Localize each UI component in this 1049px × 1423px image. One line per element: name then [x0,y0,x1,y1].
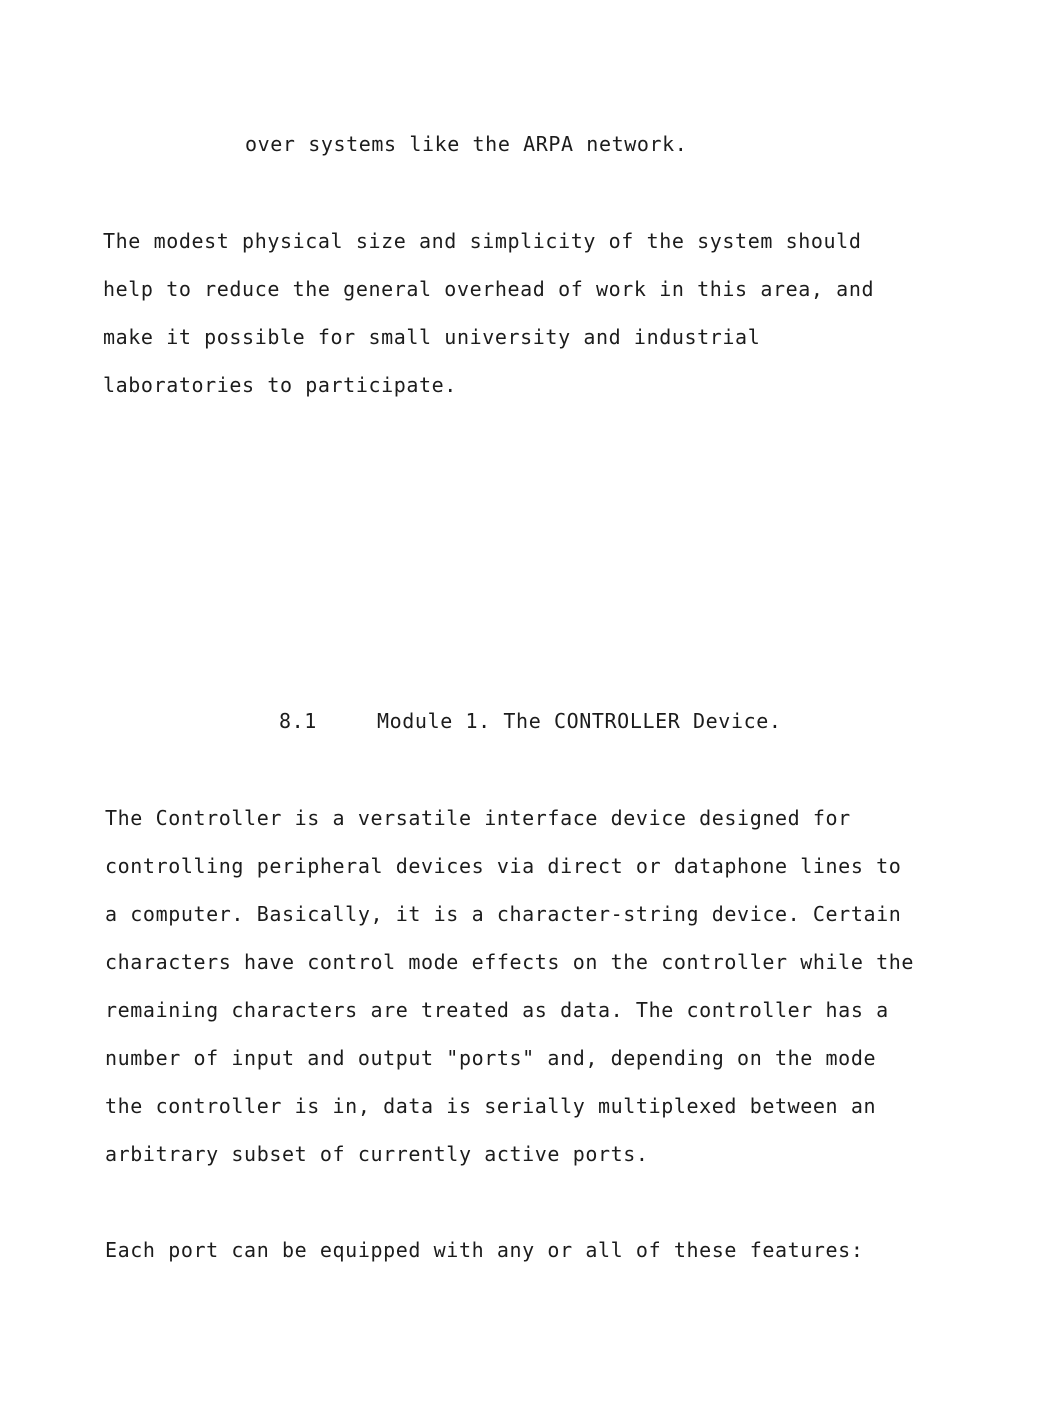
paragraph-line: help to reduce the general overhead of work in this area, and [103,277,875,301]
paragraph-line: characters have control mode effects on the controller while the [105,950,915,974]
paragraph-line: laboratories to participate. [103,373,457,397]
paragraph-line: make it possible for small university and industrial [103,325,761,349]
paragraph-line: arbitrary subset of currently active ports. [105,1142,649,1166]
paragraph-line: remaining characters are treated as data. The controller has a [105,998,889,1022]
section-title: Module 1. The CONTROLLER Device. [377,709,782,733]
features-intro-line: Each port can be equipped with any or all of these features: [105,1238,864,1262]
paragraph-line: the controller is in, data is serially multiplexed between an [105,1094,877,1118]
paragraph-line: a computer. Basically, it is a character-string device. Certain [105,902,902,926]
paragraph-line: The Controller is a versatile interface device designed for [105,806,851,830]
section-number: 8.1 [279,709,317,733]
paragraph-line: controlling peripheral devices via direct or dataphone lines to [105,854,902,878]
paragraph-line: The modest physical size and simplicity of the system should [103,229,862,253]
continuation-line: over systems like the ARPA network. [245,132,688,156]
paragraph-line: number of input and output "ports" and, depending on the mode [105,1046,877,1070]
